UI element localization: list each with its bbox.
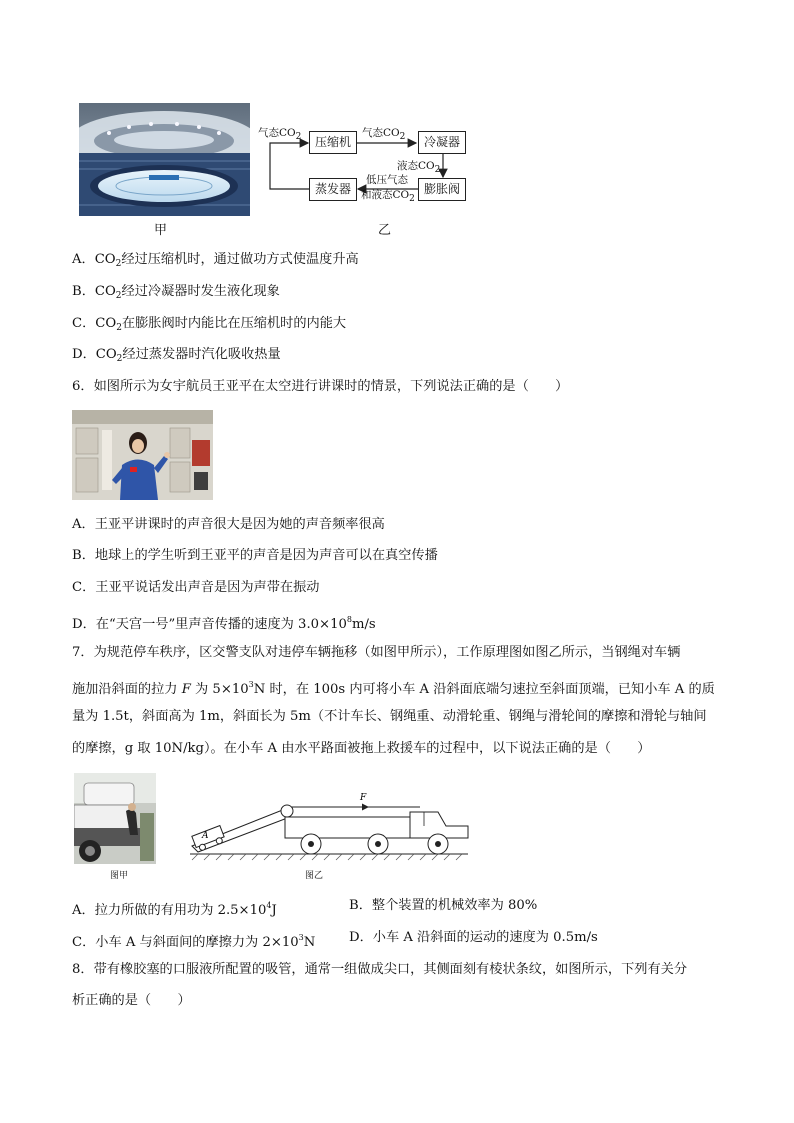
- figure-caption-jia-2: 图甲: [110, 871, 129, 881]
- q7-stem-line3: 量为 1.5t，斜面高为 1m，斜面长为 5m（不计车长、钢绳重、动滑轮重、钢绳与滑轮间的摩擦和滑轮与轴间: [72, 709, 707, 724]
- figure-caption-yi-2: 图乙: [305, 871, 324, 881]
- label-lowpressure-1: 低压气态: [366, 174, 408, 186]
- car-label-a: A: [202, 831, 209, 841]
- condenser-box: 冷凝器: [418, 131, 466, 154]
- figure-caption-yi: 乙: [378, 223, 392, 238]
- q7-option-d: D．小车 A 沿斜面的运动的速度为 0.5m/s: [349, 930, 598, 945]
- q7-option-a: A．拉力所做的有用功为 $2.5\times 10^4J$: [72, 901, 277, 918]
- evaporator-box: 蒸发器: [309, 178, 357, 201]
- compressor-box: 压缩机: [309, 131, 357, 154]
- q5-option-a: A．$CO_2$经过压缩机时，通过做功方式使温度升高: [72, 252, 359, 269]
- figure-caption-jia: 甲: [154, 223, 168, 238]
- tow-truck-schematic: [180, 782, 480, 867]
- label-lowpressure-2: 和液态CO2: [361, 189, 415, 204]
- q6-stem: 6．如图所示为女宇航员王亚平在太空进行讲课时的情景，下列说法正确的是（ ）: [72, 379, 569, 394]
- q5-option-d: D．$CO_2$经过蒸发器时汽化吸收热量: [72, 347, 281, 364]
- label-liquid-co2: 液态CO2: [397, 160, 441, 175]
- label-gas-co2-mid: 气态CO2: [362, 127, 406, 142]
- q7-stem-line2: 施加沿斜面的拉力 F 为 $5\times 10^3N$ 时，在 100s 内可将小车 A 沿斜面底端匀速拉至斜面顶端，已知小车 A 的质: [72, 680, 715, 697]
- q6-option-c: C．王亚平说话发出声音是因为声带在振动: [72, 580, 320, 595]
- q5-option-c: C．$CO_2$在膨胀阀时内能比在压缩机时的内能大: [72, 316, 347, 333]
- tow-truck-photo: [74, 773, 156, 864]
- q8-stem-line1: 8．带有橡胶塞的口服液所配置的吸管，通常一组做成尖口，其侧面刻有棱状条纹，如图所示，下列有关分: [72, 962, 688, 977]
- q6-option-b: B．地球上的学生听到王亚平的声音是因为声音可以在真空传播: [72, 548, 438, 563]
- q5-option-b: B．$CO_2$经过冷凝器时发生液化现象: [72, 284, 280, 301]
- q8-stem-line2: 析正确的是（ ）: [72, 993, 191, 1008]
- expansion-valve-box: 膨胀阀: [418, 178, 466, 201]
- astronaut-photo: [72, 410, 213, 500]
- co2-cycle-arrows: [0, 0, 794, 240]
- force-label-f: F: [360, 793, 367, 803]
- q7-option-b: B．整个装置的机械效率为 80%: [349, 898, 538, 913]
- q7-stem-line4: 的摩擦，g 取 10N/kg）。在小车 A 由水平路面被拖上救援车的过程中，以下说法正确的是（ ）: [72, 741, 651, 756]
- q7-option-c: C．小车 A 与斜面间的摩擦力为 $2\times 10^3N$: [72, 933, 316, 950]
- q7-stem-line1: 7．为规范停车秩序，区交警支队对违停车辆拖移（如图甲所示），工作原理图如图乙所示，当钢绳对车辆: [72, 645, 681, 660]
- q6-option-a: A．王亚平讲课时的声音很大是因为她的声音频率很高: [72, 517, 385, 532]
- q6-option-d: D．在“天宫一号”里声音传播的速度为 $3.0\times 10^8m/s$: [72, 615, 376, 632]
- label-gas-co2-in: 气态CO2: [258, 127, 302, 142]
